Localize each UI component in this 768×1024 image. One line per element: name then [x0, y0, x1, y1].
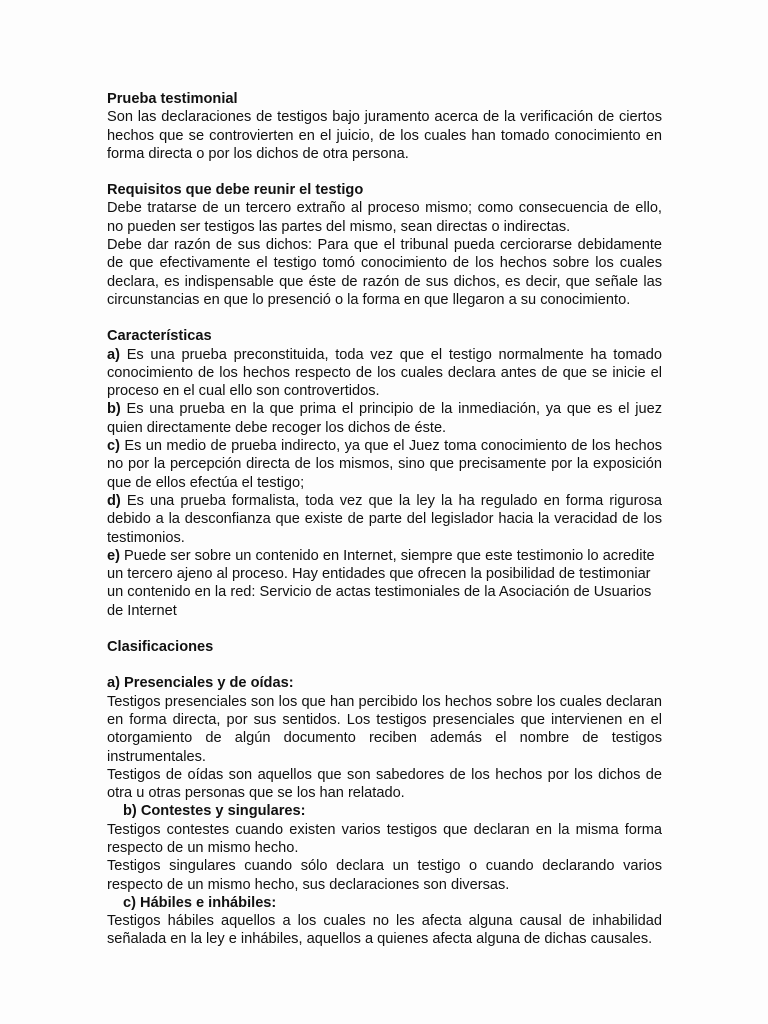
item-label: d)	[107, 492, 121, 509]
list-item	[107, 547, 662, 620]
section-title: Requisitos que debe reunir el testigo	[107, 182, 364, 199]
item-text: Es una prueba formalista, toda vez que la ley la ha regulado en forma rigurosa debido a la desconfianza que existe de parte del legislador hacia la veracidad de los testimonios.	[107, 492, 663, 546]
item-label: b)	[107, 401, 121, 418]
item-label: a)	[107, 346, 120, 363]
list-item	[107, 492, 662, 547]
paragraph: Debe dar razón de sus dichos: Para que el tribunal pueda cerciorarse debidamente de que efectivamente el testigo tomó conocimiento de los hechos sobre los cuales declara, es indispensable que éste de razón de sus dichos, es decir, que señale las circunstancias en que lo presenció o la forma en que llegaron a su conocimiento.	[107, 237, 662, 308]
paragraph: Testigos hábiles aquellos a los cuales no les afecta alguna causal de inhabilidad señalada en la ley e inhábiles, aquellos a quienes afecta alguna de dichas causales.	[107, 913, 662, 948]
item-text: Es una prueba en la que prima el principio de la inmediación, ya que es el juez quien directamente debe recoger los dichos de éste.	[107, 401, 662, 436]
subsection-title-presenciales: a) Presenciales y de oídas:	[107, 675, 294, 692]
item-text: Es un medio de prueba indirecto, ya que el Juez toma conocimiento de los hechos no por la percepción directa de los mismos, sino que precisamente por la exposición que de ellos efectúa el testigo;	[107, 438, 662, 491]
section-title: Prueba testimonial	[107, 91, 238, 107]
section-title: Clasificaciones	[107, 639, 214, 656]
paragraph: Debe tratarse de un tercero extraño al proceso mismo; como consecuencia de ello, no pueden ser testigos las partes del mismo, sean directas o indirectas.	[107, 200, 662, 235]
subsection-title-contestes: b) Contestes y singulares:	[123, 803, 306, 820]
paragraph: Testigos contestes cuando existen varios testigos que declaran en la misma forma respecto de un mismo hecho.	[107, 821, 662, 856]
item-label: c)	[107, 438, 120, 455]
item-text: Es una prueba preconstituida, toda vez que el testigo normalmente ha tomado conocimiento de los hechos respecto de los cuales declara antes de que se inicie el proceso en el cual ello son controvertidos.	[107, 346, 662, 400]
item-label: e)	[107, 547, 120, 564]
list-item	[107, 346, 662, 401]
section-clasificaciones	[107, 638, 662, 949]
paragraph: Son las declaraciones de testigos bajo juramento acerca de la verificación de ciertos hechos que se controvierten en el juicio, de los cuales han tomado conocimiento en forma directa o por los dichos de otra persona.	[107, 109, 662, 162]
subsection-title-habiles: c) Hábiles e inhábiles:	[123, 894, 277, 911]
paragraph: Testigos singulares cuando sólo declara un testigo o cuando declarando varios respecto de un mismo hecho, sus declaraciones son diversas.	[107, 858, 662, 893]
item-text: Puede ser sobre un contenido en Internet, siempre que este testimonio lo acredite un tercero ajeno al proceso. Hay entidades que ofrecen la posibilidad de testimoniar un contenido en la red: Servicio de actas testimoniales de la Asociación de Usuarios de Internet	[107, 547, 655, 619]
section-title: Características	[107, 328, 212, 345]
spacer	[107, 656, 662, 674]
list-item	[107, 437, 662, 492]
section-requisitos	[107, 181, 662, 309]
paragraph: Testigos de oídas son aquellos que son sabedores de los hechos por los dichos de otra u otras personas que se los han relatado.	[107, 766, 662, 802]
section-prueba-testimonial	[107, 90, 662, 163]
paragraph: Testigos presenciales son los que han percibido los hechos sobre los cuales declaran en forma directa, por sus sentidos. Los testigos presenciales que intervienen en el otorgamiento de algún documento reciben además el nombre de testigos instrumentales.	[107, 693, 662, 765]
list-item	[107, 400, 662, 437]
section-caracteristicas	[107, 327, 662, 620]
